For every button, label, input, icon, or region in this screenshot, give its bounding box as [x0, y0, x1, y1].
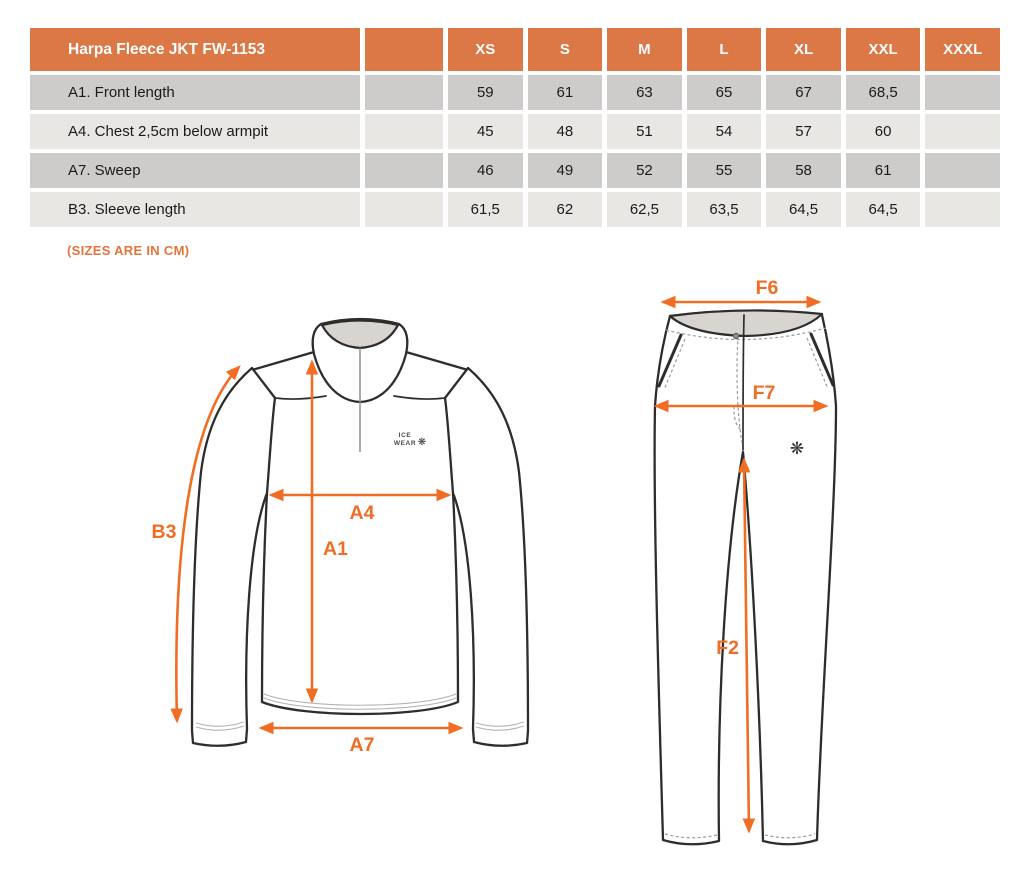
col-header-s: S: [528, 28, 603, 71]
snowflake-icon: ❋: [789, 439, 805, 459]
size-value-cell: 60: [846, 114, 921, 149]
size-value-cell: 55: [687, 153, 762, 188]
size-value-cell: 51: [607, 114, 682, 149]
size-value-cell: 62: [528, 192, 603, 227]
size-value-cell: 58: [766, 153, 841, 188]
pants-diagram: [640, 278, 852, 874]
size-value-cell: 59: [448, 75, 523, 110]
size-value-cell: [925, 75, 1000, 110]
size-value-cell: 48: [528, 114, 603, 149]
size-value-cell: 62,5: [607, 192, 682, 227]
blank-cell: [365, 153, 443, 188]
size-value-cell: [925, 114, 1000, 149]
row-label-front-length: A1. Front length: [30, 75, 360, 110]
size-value-cell: 61,5: [448, 192, 523, 227]
size-value-cell: 49: [528, 153, 603, 188]
table-title: Harpa Fleece JKT FW-1153: [30, 28, 360, 71]
jacket-diagram: [140, 300, 560, 770]
size-value-cell: 52: [607, 153, 682, 188]
measure-label-f7: F7: [752, 382, 776, 404]
size-value-cell: 57: [766, 114, 841, 149]
col-header-l: L: [687, 28, 762, 71]
size-value-cell: 46: [448, 153, 523, 188]
size-value-cell: 67: [766, 75, 841, 110]
size-value-cell: 63,5: [687, 192, 762, 227]
size-value-cell: 63: [607, 75, 682, 110]
row-label-sleeve-length: B3. Sleeve length: [30, 192, 360, 227]
measure-label-f2: F2: [716, 637, 739, 659]
size-table: [30, 28, 1000, 227]
center-front-seam: [743, 315, 744, 450]
snowflake-icon: ❋: [417, 437, 427, 448]
col-header-xl: XL: [766, 28, 841, 71]
size-value-cell: 54: [687, 114, 762, 149]
table-header-blank: [365, 28, 443, 71]
size-value-cell: 64,5: [846, 192, 921, 227]
size-value-cell: [925, 153, 1000, 188]
blank-cell: [365, 114, 443, 149]
size-value-cell: 65: [687, 75, 762, 110]
row-label-sweep: A7. Sweep: [30, 153, 360, 188]
size-value-cell: 61: [846, 153, 921, 188]
size-value-cell: [925, 192, 1000, 227]
blank-cell: [365, 192, 443, 227]
blank-cell: [365, 75, 443, 110]
col-header-xs: XS: [448, 28, 523, 71]
measure-label-f6: F6: [755, 278, 779, 299]
row-label-chest: A4. Chest 2,5cm below armpit: [30, 114, 360, 149]
measure-label-a7: A7: [349, 734, 375, 756]
col-header-xxl: XXL: [846, 28, 921, 71]
size-value-cell: 64,5: [766, 192, 841, 227]
measure-label-a1: A1: [323, 538, 348, 560]
waist-button: [733, 333, 739, 339]
logo-line1: ICE: [398, 432, 412, 439]
size-value-cell: 61: [528, 75, 603, 110]
sizes-note: (SIZES ARE IN CM): [67, 243, 190, 258]
logo-line2: WEAR: [393, 440, 417, 447]
measure-label-a4: A4: [349, 502, 375, 524]
size-value-cell: 45: [448, 114, 523, 149]
measure-label-b3: B3: [151, 521, 177, 543]
col-header-m: M: [607, 28, 682, 71]
col-header-xxxl: XXXL: [925, 28, 1000, 71]
size-value-cell: 68,5: [846, 75, 921, 110]
